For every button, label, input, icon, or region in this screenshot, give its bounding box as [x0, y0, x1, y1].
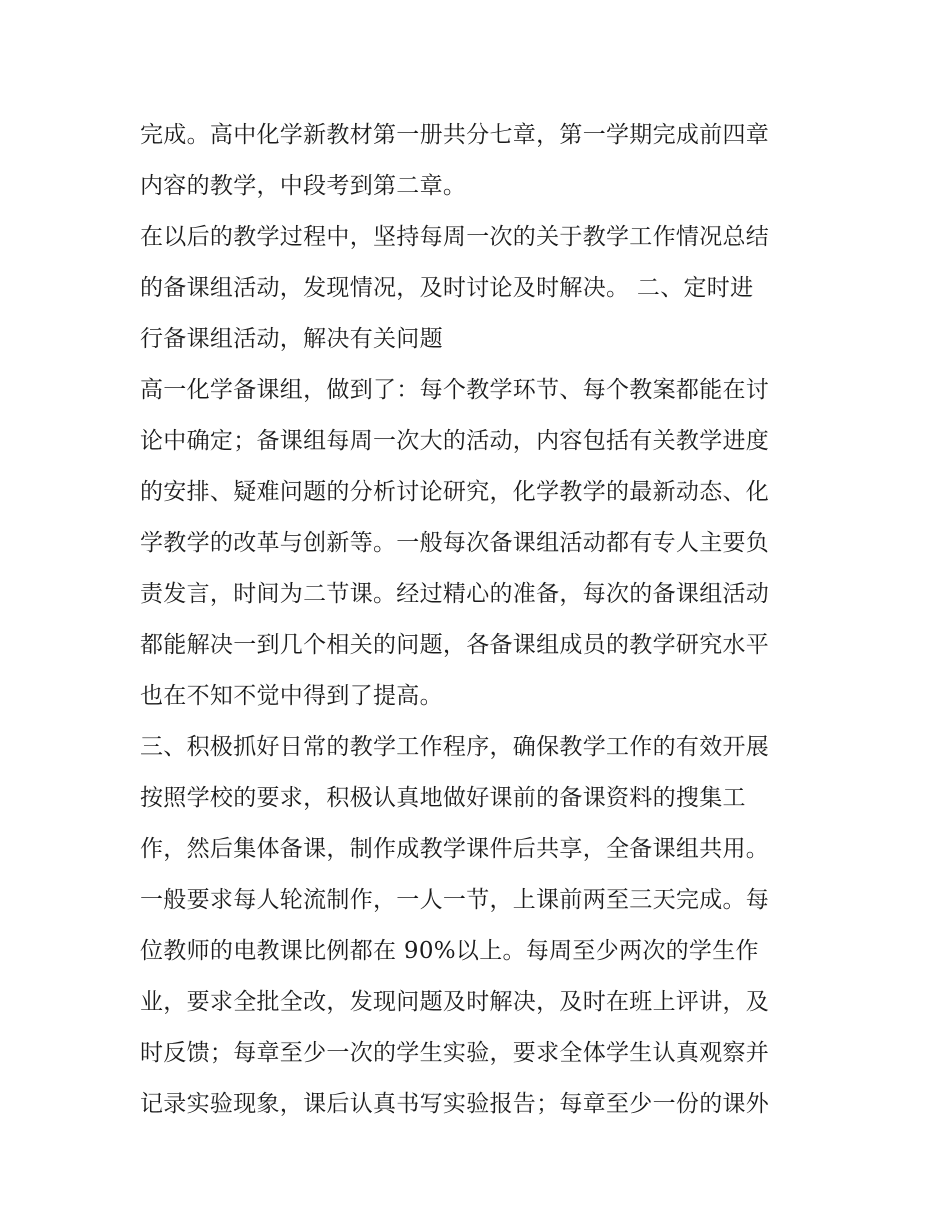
document-body	[140, 110, 820, 1130]
text-line: 业，要求全批全改，发现问题及时解决，及时在班上评讲，及	[140, 989, 770, 1015]
text-line: 时反馈；每章至少一次的学生实验，要求全体学生认真观察并	[140, 1040, 770, 1066]
text-line: 完成。高中化学新教材第一册共分七章，第一学期完成前四章	[140, 122, 770, 148]
text-line: 位教师的电教课比例都在 90%以上。每周至少两次的学生作	[140, 938, 759, 964]
text-line: 都能解决一到几个相关的问题，各备课组成员的教学研究水平	[140, 632, 770, 658]
text-line: 高一化学备课组，做到了：每个教学环节、每个教案都能在讨	[140, 377, 770, 403]
text-line: 按照学校的要求，积极认真地做好课前的备课资料的搜集工	[140, 785, 746, 811]
text-line: 记录实验现象，课后认真书写实验报告；每章至少一份的课外	[140, 1091, 770, 1117]
text-line: 内容的教学，中段考到第二章。	[140, 173, 467, 199]
text-line: 的安排、疑难问题的分析讨论研究，化学教学的最新动态、化	[140, 479, 770, 505]
section-heading-line: 三、积极抓好日常的教学工作程序，确保教学工作的有效开展	[140, 734, 770, 760]
text-line: 的备课组活动，发现情况，及时讨论及时解决。 二、定时进	[140, 275, 754, 301]
text-line: 在以后的教学过程中，坚持每周一次的关于教学工作情况总结	[140, 224, 770, 250]
text-line: 作，然后集体备课，制作成教学课件后共享，全备课组共用。	[140, 836, 770, 862]
text-line: 责发言，时间为二节课。经过精心的准备，每次的备课组活动	[140, 581, 770, 607]
text-line: 也在不知不觉中得到了提高。	[140, 683, 443, 709]
text-line: 学教学的改革与创新等。一般每次备课组活动都有专人主要负	[140, 530, 770, 556]
text-line: 一般要求每人轮流制作，一人一节，上课前两至三天完成。每	[140, 887, 770, 913]
text-line: 行备课组活动，解决有关问题	[140, 326, 443, 352]
text-line: 论中确定；备课组每周一次大的活动，内容包括有关教学进度	[140, 428, 770, 454]
